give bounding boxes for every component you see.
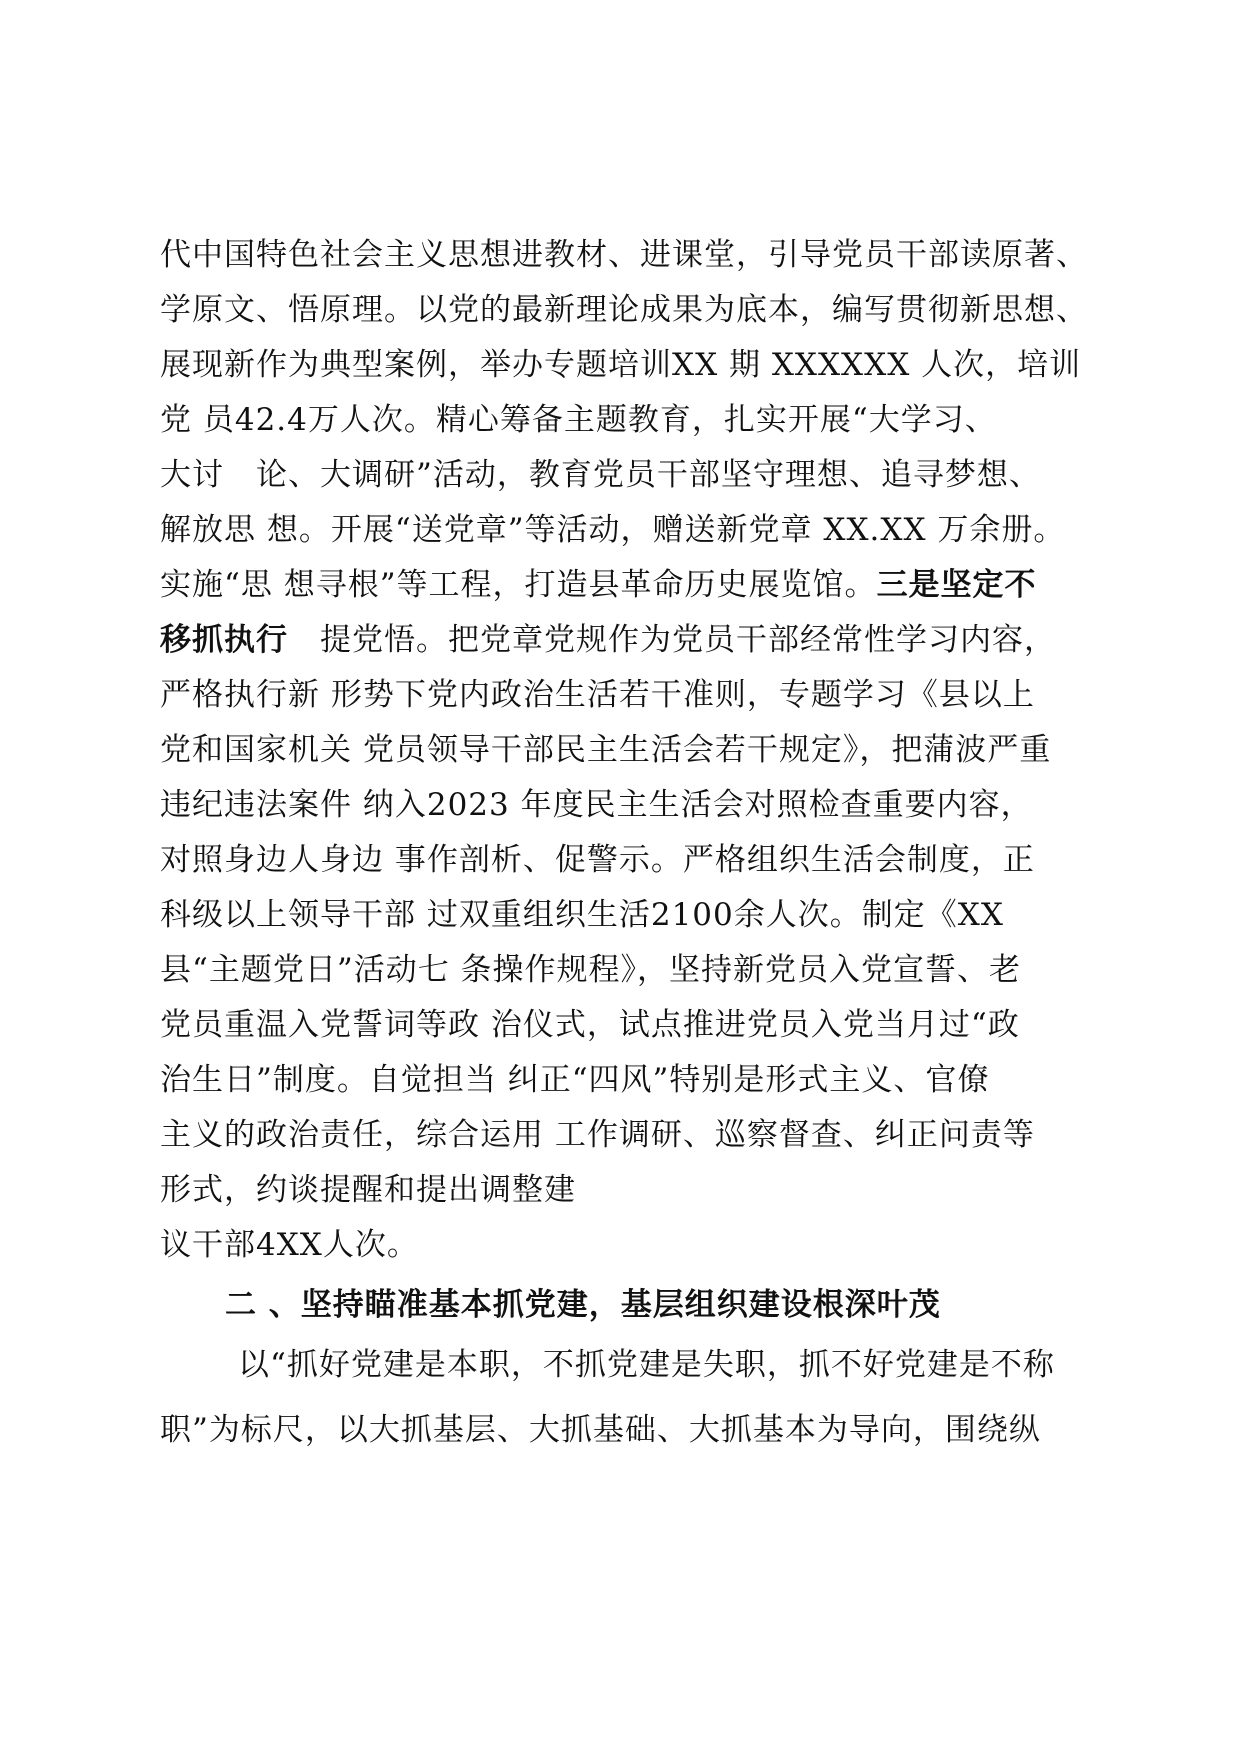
text-line-10: 党和国家机关 党员领导干部民主生活会若干规定》，把蒲波严重: [160, 732, 1052, 768]
text-line-9: 严格执行新 形势下党内政治生活若干准则，专题学习《县以上: [160, 677, 1035, 713]
text-line-15: 党员重温入党誓词等政 治仪式，试点推进党员入党当月过“政: [160, 1007, 1020, 1043]
text-line-3: 展现新作为典型案例，举办专题培训XX 期 XXXXXX 人次，培训: [160, 347, 1082, 383]
text-line-12: 对照身边人身边 事作剖析、促警示。严格组织生活会制度，正: [160, 842, 1035, 878]
text-line-4: 党 员42.4万人次。精心筹备主题教育，扎实开展“大学习、: [160, 402, 997, 438]
text-line-14: 县“主题党日”活动七 条操作规程》，坚持新党员入党宣誓、老: [160, 952, 1022, 988]
paragraph-2-line-2: 职”为标尺，以大抓基层、大抓基础、大抓基本为导向，围绕纵: [160, 1412, 1041, 1448]
bold-point-three-end: 移抓执行: [160, 622, 320, 658]
paragraph-2-line-1: 以“抓好党建是本职，不抓党建是失职，抓不好党建是不称: [238, 1347, 1055, 1383]
text-line-8-rest: 提党悟。把党章党规作为党员干部经常性学习内容，: [320, 622, 1056, 658]
text-line-16: 治生日”制度。自觉担当 纠正“四风”特别是形式主义、官僚: [160, 1062, 990, 1098]
text-line-2: 学原文、悟原理。以党的最新理论成果为底本，编写贯彻新思想、: [160, 292, 1088, 328]
text-line-8: [160, 620, 1056, 660]
text-line-6: 解放思 想。开展“送党章”等活动，赠送新党章 XX.XX 万余册。: [160, 512, 1066, 548]
text-line-18: 形式，约谈提醒和提出调整建: [160, 1172, 576, 1208]
bold-point-three-start: 三是坚定不: [876, 567, 1037, 603]
text-line-7-main: 实施“思 想寻根”等工程，打造县革命历史展览馆。: [160, 567, 877, 603]
section-heading: 二 、坚持瞄准基本抓党建，基层组织建设根深叶茂: [225, 1287, 941, 1323]
text-line-13: 科级以上领导干部 过双重组织生活2100余人次。制定《XX: [160, 897, 1004, 933]
text-line-7: [160, 565, 1037, 605]
text-line-5: 大讨 论、大调研”活动，教育党员干部坚守理想、追寻梦想、: [160, 457, 1041, 493]
text-line-19: 议干部4XX人次。: [160, 1227, 419, 1263]
text-line-17: 主义的政治责任，综合运用 工作调研、巡察督查、纠正问责等: [160, 1117, 1035, 1153]
text-line-1: 代中国特色社会主义思想进教材、进课堂，引导党员干部读原著、: [160, 237, 1088, 273]
text-line-11: 违纪违法案件 纳入2023 年度民主生活会对照检查重要内容，: [160, 787, 1033, 823]
